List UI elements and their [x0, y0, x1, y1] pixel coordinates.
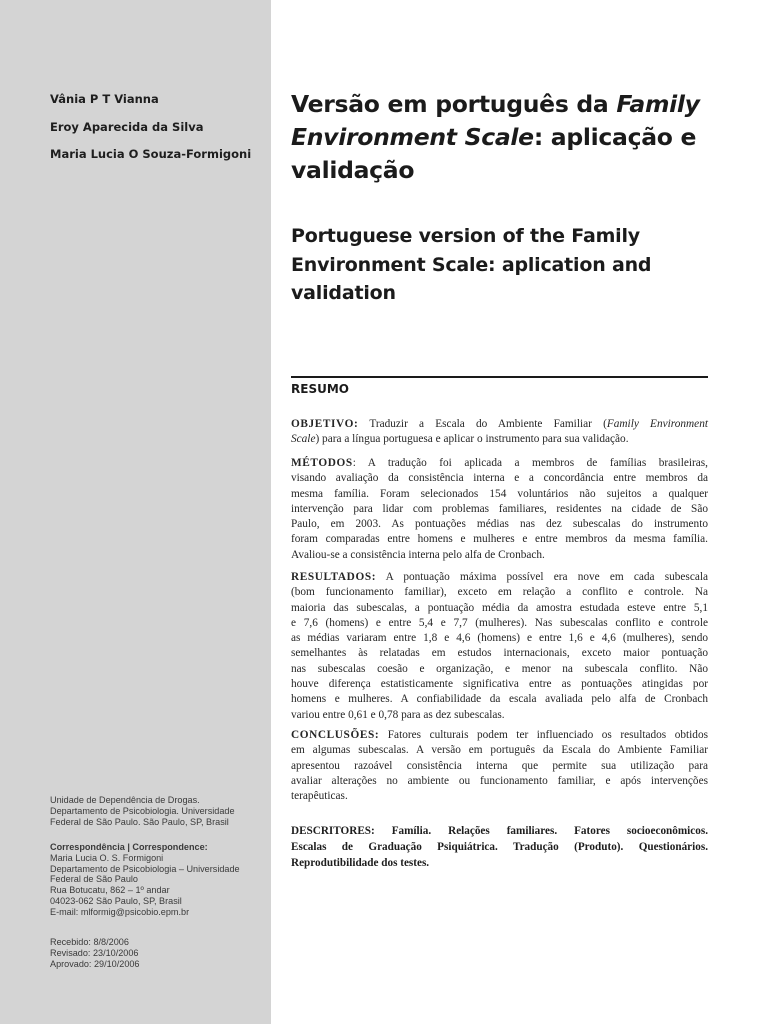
- objetivo-italic: Scale: [291, 433, 316, 446]
- objetivo-text: Traduzir a Escala do Ambiente Familiar (: [358, 418, 607, 430]
- resultados-line: as médias variaram entre 1,8 e 4,6 (homens) e entre 1,6 e 4,6 (mulheres), sendo: [291, 632, 708, 645]
- title-pt-text: : aplicação e: [533, 123, 697, 151]
- correspondence-line: Departamento de Psicobiologia – Universidade: [50, 863, 240, 874]
- correspondence-label: Correspondência | Correspondence:: [50, 842, 208, 852]
- title-pt-italic: Family: [616, 90, 700, 118]
- correspondence-line: Maria Lucia O. S. Formigoni: [50, 852, 164, 863]
- resultados-line: semelhantes às relatadas em estudos internacionais, exceto maior pontuação: [291, 647, 708, 660]
- resultados-line: (bom funcionamento familiar), exceto em relação a conflito e controle. Na: [291, 586, 708, 599]
- conclusoes-label: CONCLUSÕES:: [291, 729, 380, 741]
- correspondence-block: [50, 842, 265, 918]
- title-english: [291, 222, 731, 308]
- author-name: Vânia P T Vianna: [50, 92, 159, 106]
- metodos-label: MÉTODOS: [291, 457, 353, 469]
- resultados-line: maioria das subescalas, a pontuação média da amostra estudada esteve entre 5,1: [291, 601, 708, 614]
- objetivo-text: ) para a língua portuguesa e aplicar o instrumento para sua validação.: [315, 433, 629, 446]
- resultados-line: houve diferença estatisticamente significativa entre as pontuações atingidas por: [291, 678, 708, 691]
- resultados-line: variou entre 0,61 e 0,78 para as dez subescalas.: [291, 708, 505, 721]
- resultados-line: homens e mulheres. A confiabilidade da escala avaliada pelo alfa de Cronbach: [291, 693, 708, 706]
- dates-block: [50, 937, 265, 969]
- conclusoes-section: [291, 728, 708, 804]
- metodos-line: visando avaliação da consistência interna e a concordância entre membros da: [291, 472, 708, 485]
- correspondence-line: Federal de São Paulo: [50, 874, 138, 885]
- resultados-text: A pontuação máxima possível era nove em cada subescala: [376, 571, 708, 583]
- descritores-line: Reprodutibilidade dos testes.: [291, 857, 430, 869]
- title-en-line: Environment Scale: aplication and: [291, 253, 652, 276]
- correspondence-line: Rua Botucatu, 862 – 1º andar: [50, 885, 170, 896]
- metodos-text: : A tradução foi aplicada a membros de famílias brasileiras,: [352, 457, 708, 469]
- author-name: Eroy Aparecida da Silva: [50, 119, 204, 134]
- metodos-line: intervenção para lidar com problemas familiares, residentes na cidade de São: [291, 502, 708, 515]
- metodos-line: Paulo, em 2003. As pontuações médias nas dez subescalas do instrumento: [291, 518, 708, 531]
- title-pt-text: validação: [291, 156, 415, 184]
- author-list: [50, 90, 265, 173]
- conclusoes-line: avaliar alterações no ambiente ou funcionamento familiar, e após intervenções: [291, 774, 708, 787]
- title-pt-italic: Environment Scale: [291, 123, 534, 151]
- resultados-label: RESULTADOS:: [291, 571, 377, 583]
- resultados-section: [291, 570, 708, 723]
- title-pt-text: Versão em português da: [291, 90, 617, 118]
- descritores-line: DESCRITORES: Família. Relações familiares. Fatores socioeconômicos.: [291, 825, 708, 837]
- metodos-section: [291, 456, 708, 563]
- affiliation-line: Departamento de Psicobiologia. Universidade: [50, 805, 235, 816]
- title-en-line: validation: [291, 282, 396, 304]
- conclusoes-text: Fatores culturais podem ter influenciado os resultados obtidos: [379, 729, 708, 741]
- objetivo-section: [291, 417, 708, 448]
- correspondence-email[interactable]: E-mail: mlformig@psicobio.epm.br: [50, 906, 190, 917]
- descritores-line: Escalas de Graduação Psiquiátrica. Tradução (Produto). Questionários.: [291, 841, 708, 853]
- descritores-section: [291, 823, 708, 871]
- resumo-heading: RESUMO: [291, 382, 349, 396]
- objetivo-italic: Family Environment: [606, 418, 708, 430]
- objetivo-label: OBJETIVO:: [291, 418, 359, 430]
- conclusoes-line: terapêuticas.: [291, 790, 348, 803]
- affiliation-block: [50, 795, 265, 827]
- conclusoes-line: apresentou razoável consistência interna que permite sua utilização para: [291, 759, 708, 772]
- resultados-line: e 7,6 (homens) e entre 5,4 e 7,7 (mulheres). Nas subescalas conflito e controle: [291, 616, 708, 629]
- approved-date: Aprovado: 29/10/2006: [50, 958, 140, 969]
- section-divider: [291, 376, 708, 378]
- title-en-line: Portuguese version of the Family: [291, 225, 640, 247]
- received-date: Recebido: 8/8/2006: [50, 937, 129, 947]
- revised-date: Revisado: 23/10/2006: [50, 947, 139, 958]
- metodos-line: Avaliou-se a consistência interna pelo alfa de Cronbach.: [291, 548, 545, 561]
- resultados-line: nas subescalas coesão e organização, e menor na subescala conflito. Não: [291, 662, 708, 675]
- author-name: Maria Lucia O Souza-Formigoni: [50, 147, 252, 161]
- correspondence-line: 04023-062 São Paulo, SP, Brasil: [50, 895, 182, 906]
- metodos-line: mesma família. Foram selecionados 154 voluntários não sujeitos a qualquer: [291, 487, 708, 500]
- affiliation-line: Unidade de Dependência de Drogas.: [50, 795, 200, 805]
- affiliation-line: Federal de São Paulo. São Paulo, SP, Brasil: [50, 816, 229, 827]
- title-portuguese: [291, 88, 731, 187]
- conclusoes-line: em algumas subescalas. A versão em português da Escala do Ambiente Familiar: [291, 744, 708, 757]
- metodos-line: foram comparadas entre homens e mulheres e entre membros da mesma família.: [291, 533, 708, 546]
